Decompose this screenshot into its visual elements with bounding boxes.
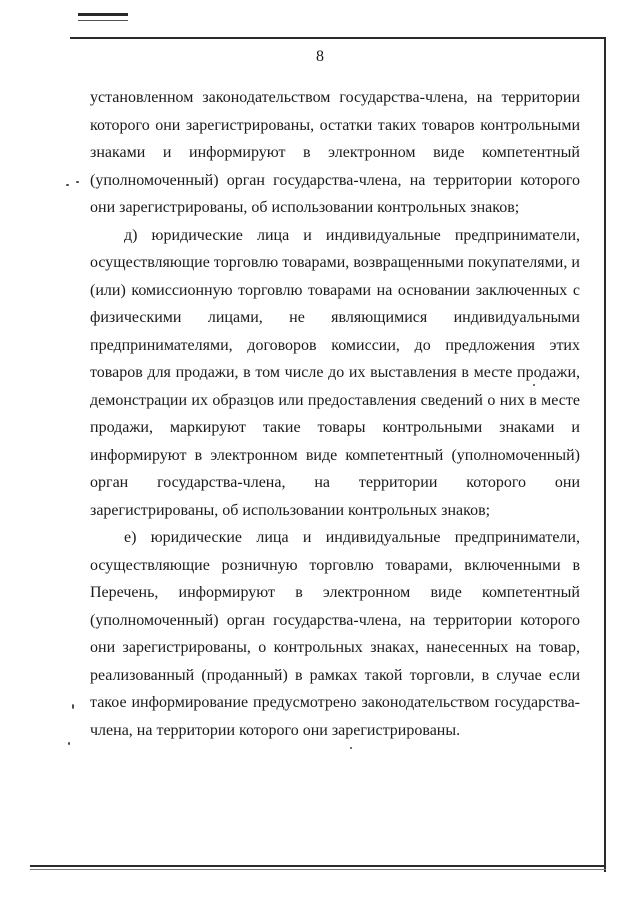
top-scan-mark <box>78 13 128 16</box>
paragraph-e: е) юридические лица и индивидуальные предприниматели, осуществляющие розничную торговлю товарами, включенными в Перечень, информируют в электронном виде компетентный (уполномоченный) орган государства-члена, на территории которого они зарегистрированы, о контрольных знаках, нанесенных на товар, реализованный (проданный) в рамках такой торговли, в случае если такое информирование предусмотрено законодательством государства-члена, на территории которого они зарегистрированы. <box>90 529 580 739</box>
scan-speck <box>66 184 69 186</box>
scan-speck <box>76 181 79 183</box>
scan-speck <box>350 747 352 749</box>
scan-speck <box>68 742 70 745</box>
paragraph-continuation: установленном законодательством государства-члена, на территории которого они зарегистрированы, остатки таких товаров контрольными знаками и информируют в электронном виде компетентный (уполномоченный) орган государства-члена, на территории которого они зарегистрированы, об использовании контрольных знаков; <box>90 89 580 216</box>
page-number: 8 <box>316 48 324 65</box>
bottom-scan-rule-thin <box>30 869 606 870</box>
top-scan-mark-thin <box>78 20 128 21</box>
scan-speck <box>72 704 74 709</box>
bottom-scan-rule <box>30 865 606 867</box>
scan-speck <box>533 384 535 386</box>
paragraph-d: д) юридические лица и индивидуальные предприниматели, осуществляющие торговлю товарами, возвращенными покупателями, и (или) комиссионную торговлю товарами на основании заключенных с физическими лицами, не являющимися индивидуальными предпринимателями, договоров комиссии, до предложения этих товаров для продажи, в том числе до их выставления в месте продажи, демонстрации их образцов или предоставления сведений о них в месте продажи, маркируют такие товары контрольными знаками и информируют в электронном виде компетентный (уполномоченный) орган государства-члена, на территории которого они зарегистрированы, об использовании контрольных знаков; <box>90 226 580 519</box>
document-body <box>90 84 580 744</box>
